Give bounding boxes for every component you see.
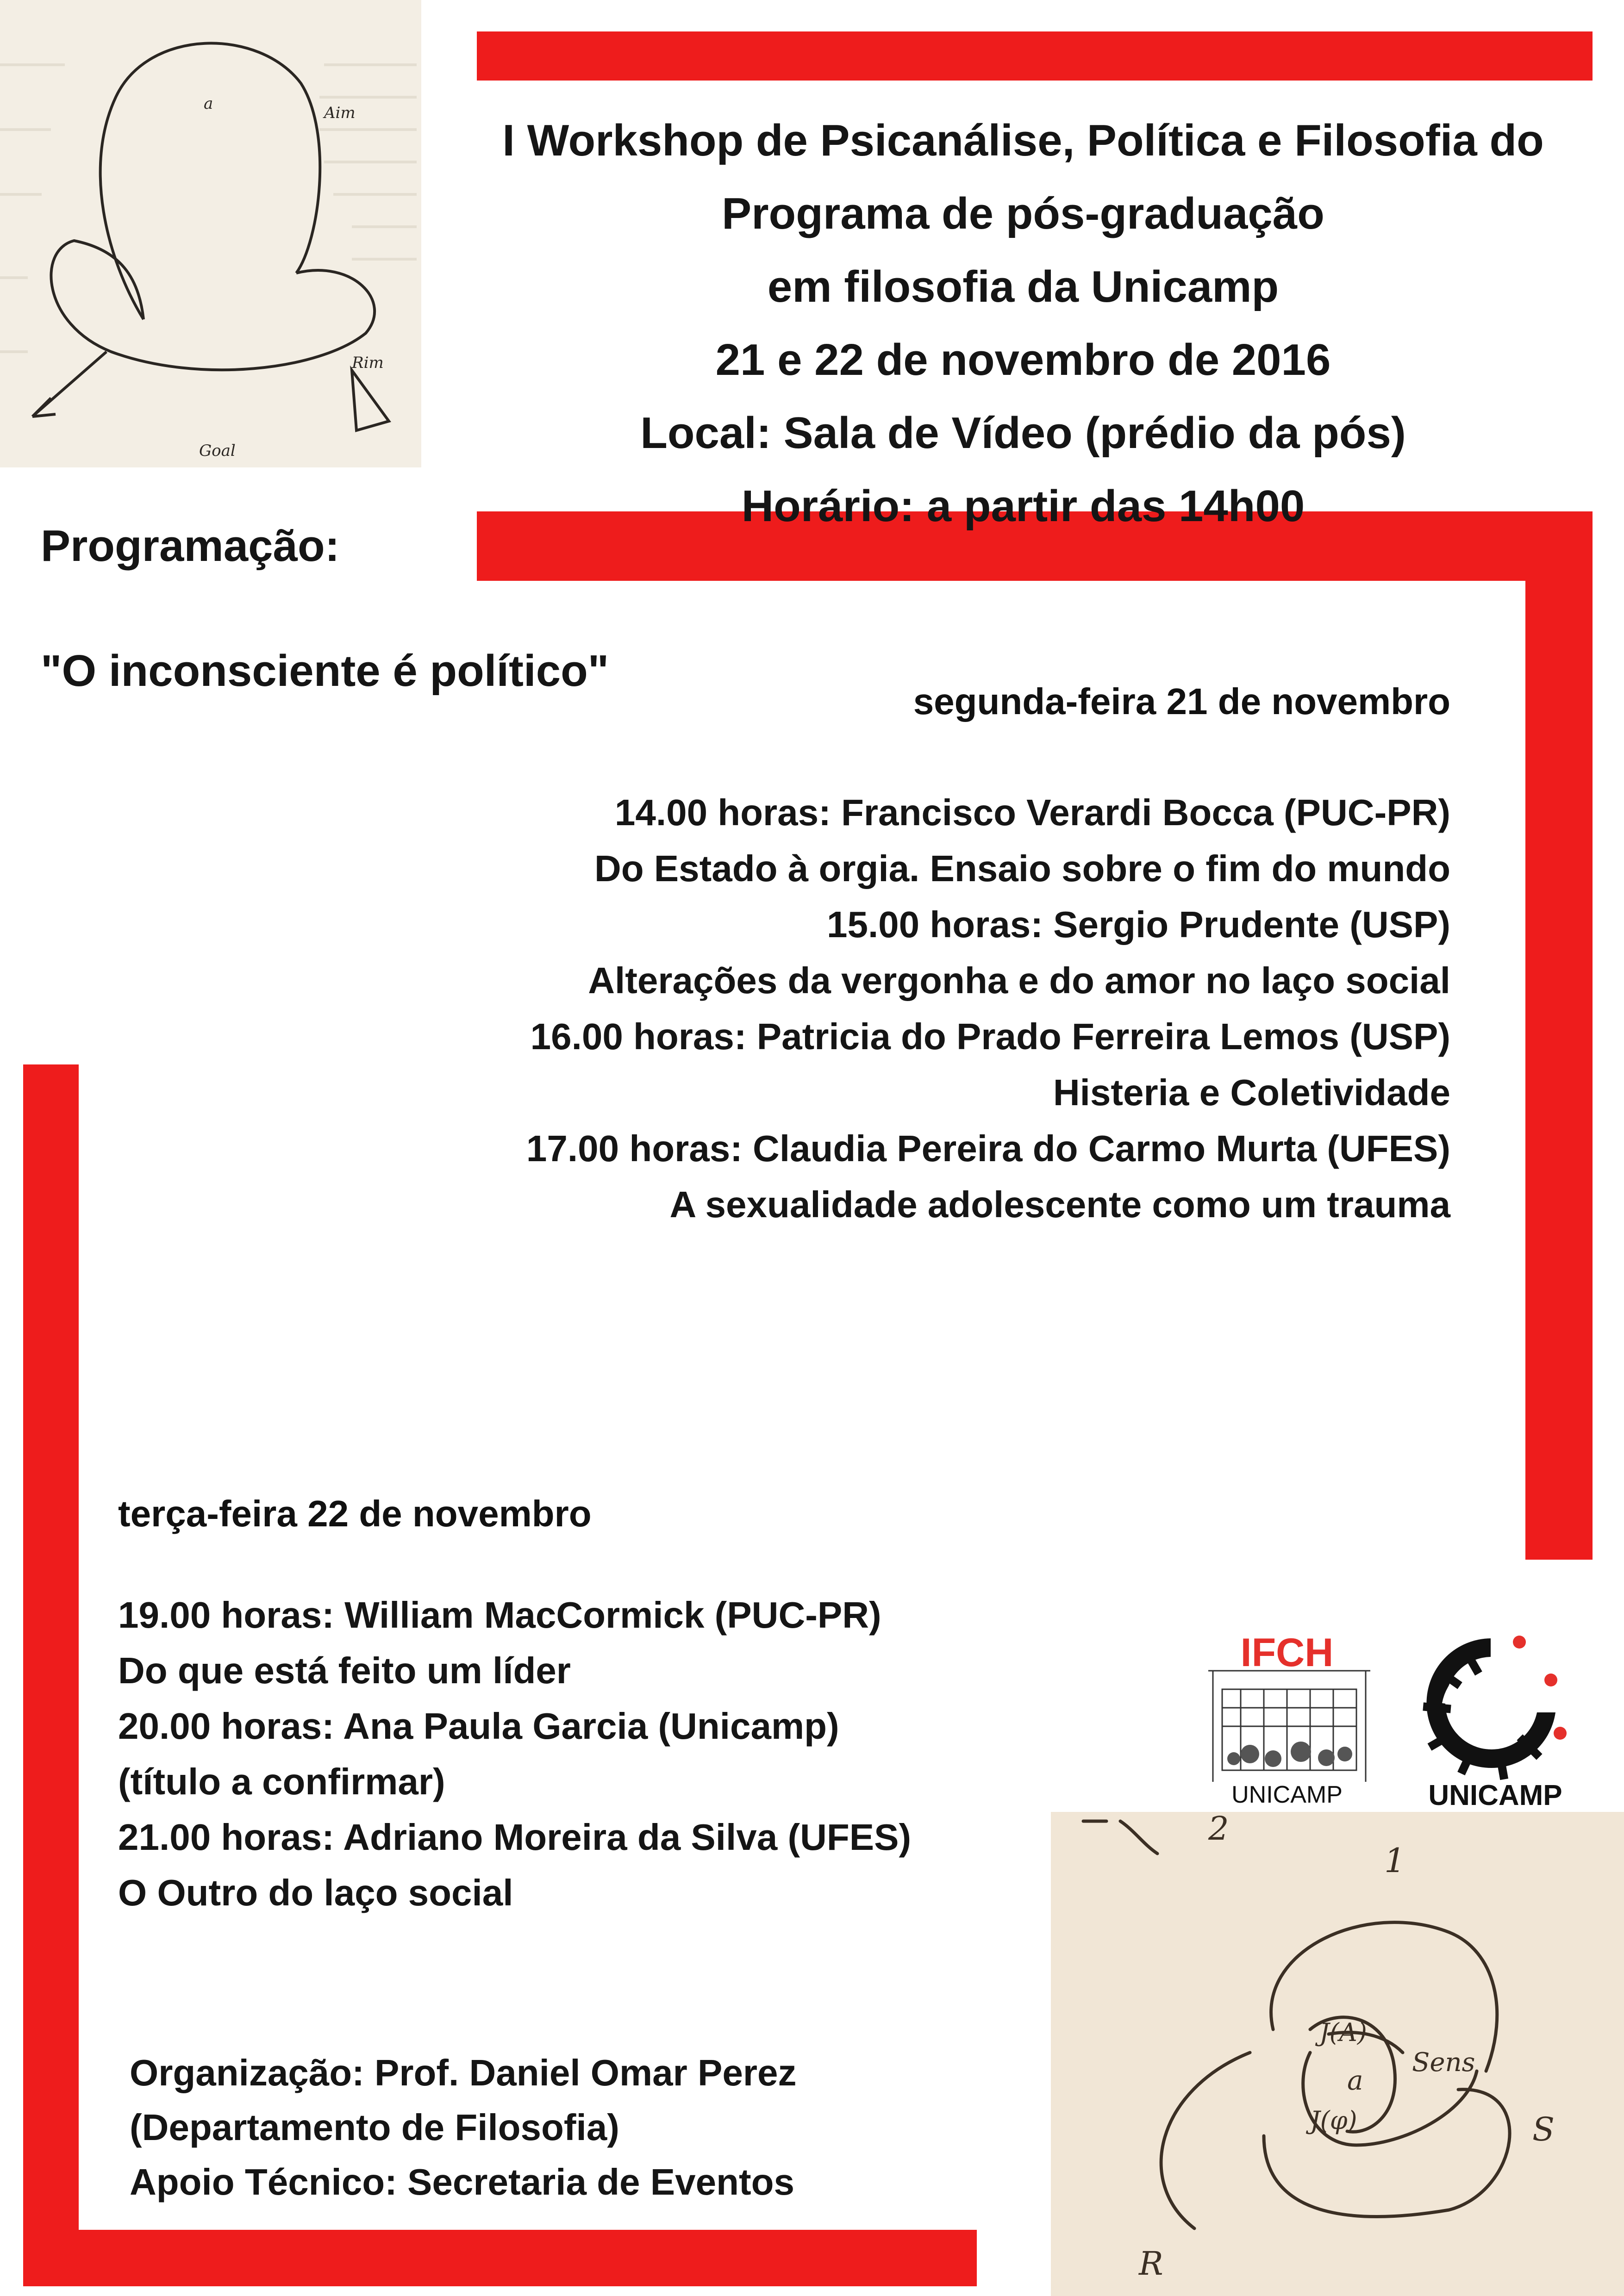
drive-loop-diagram-svg bbox=[0, 0, 421, 467]
tuesday-line-4: (título a confirmar) bbox=[118, 1761, 445, 1802]
tuesday-line-2: Do que está feito um líder bbox=[118, 1650, 571, 1691]
title-line-1: I Workshop de Psicanálise, Política e Filosofia do bbox=[502, 116, 1544, 165]
knot-label-1: 1 bbox=[1384, 1841, 1405, 1880]
diagram-label-goal: Goal bbox=[199, 442, 236, 460]
knot-label-r: R bbox=[1139, 2245, 1163, 2283]
monday-line-1: 14.00 horas: Francisco Verardi Bocca (PUC-PR) bbox=[614, 792, 1450, 833]
monday-line-4: Alterações da vergonha e do amor no laço social bbox=[588, 960, 1450, 1001]
title-line-6: Horário: a partir das 14h00 bbox=[741, 481, 1305, 531]
monday-line-7: 17.00 horas: Claudia Pereira do Carmo Murta (UFES) bbox=[526, 1128, 1450, 1169]
knot-label-s: S bbox=[1532, 2110, 1555, 2148]
organization-block bbox=[130, 2046, 796, 2209]
diagram-label-aim: Aim bbox=[324, 104, 356, 122]
knot-label-jphi: J(φ) bbox=[1310, 2106, 1357, 2135]
ifch-logo-subtext: UNICAMP bbox=[1231, 1781, 1343, 1808]
ifch-logo bbox=[1199, 1624, 1375, 1810]
tuesday-day-label: terça-feira 22 de novembro bbox=[118, 1493, 592, 1534]
ifch-logo-text: IFCH bbox=[1240, 1630, 1334, 1675]
tuesday-line-3: 20.00 horas: Ana Paula Garcia (Unicamp) bbox=[118, 1705, 839, 1747]
left-red-bar-vertical bbox=[23, 1064, 79, 2286]
unicamp-logo-text: UNICAMP bbox=[1428, 1780, 1562, 1811]
unicamp-logo bbox=[1398, 1620, 1593, 1814]
organization-line-2: (Departamento de Filosofia) bbox=[130, 2107, 619, 2148]
knot-label-2: 2 bbox=[1208, 1812, 1229, 1848]
right-red-bar-vertical bbox=[1525, 511, 1593, 1560]
tuesday-line-5: 21.00 horas: Adriano Moreira da Silva (UFES) bbox=[118, 1817, 912, 1858]
organization-line-1: Organização: Prof. Daniel Omar Perez bbox=[130, 2052, 797, 2093]
knot-label-ja: J(A) bbox=[1319, 2018, 1367, 2047]
drive-loop-diagram bbox=[0, 0, 421, 467]
diagram-label-a: a bbox=[204, 94, 213, 113]
monday-day-label: segunda-feira 21 de novembro bbox=[913, 681, 1450, 722]
monday-line-2: Do Estado à orgia. Ensaio sobre o fim do mundo bbox=[594, 848, 1450, 889]
monday-line-3: 15.00 horas: Sergio Prudente (USP) bbox=[826, 904, 1450, 945]
knot-label-sens: Sens bbox=[1412, 2047, 1475, 2078]
unicamp-logo-icon bbox=[1398, 1620, 1593, 1814]
knot-label-a: a bbox=[1347, 2065, 1363, 2096]
diagram-label-rim: Rim bbox=[352, 354, 384, 372]
top-red-bar bbox=[477, 31, 1593, 81]
bottom-red-bar bbox=[23, 2230, 977, 2286]
programacao-heading: Programação: bbox=[41, 521, 340, 571]
monday-line-5: 16.00 horas: Patricia do Prado Ferreira Lemos (USP) bbox=[530, 1016, 1450, 1057]
tuesday-line-6: O Outro do laço social bbox=[118, 1872, 513, 1913]
borromean-knot-sketch-svg bbox=[1051, 1812, 1624, 2296]
borromean-knot-sketch bbox=[1051, 1812, 1624, 2296]
ifch-building-logo-icon bbox=[1199, 1624, 1375, 1810]
monday-line-8: A sexualidade adolescente como um trauma bbox=[669, 1184, 1450, 1225]
tuesday-line-1: 19.00 horas: William MacCormick (PUC-PR) bbox=[118, 1594, 881, 1636]
title-line-3: em filosofia da Unicamp bbox=[767, 262, 1279, 311]
theme-heading: "O inconsciente é político" bbox=[41, 646, 609, 696]
monday-line-6: Histeria e Coletividade bbox=[1053, 1072, 1450, 1113]
title-line-2: Programa de pós-graduação bbox=[722, 189, 1324, 238]
title-line-4: 21 e 22 de novembro de 2016 bbox=[715, 335, 1331, 385]
organization-line-3: Apoio Técnico: Secretaria de Eventos bbox=[130, 2161, 794, 2203]
tuesday-schedule bbox=[118, 1587, 911, 1921]
monday-schedule bbox=[526, 784, 1450, 1232]
event-title-block bbox=[435, 104, 1611, 543]
title-line-5: Local: Sala de Vídeo (prédio da pós) bbox=[640, 408, 1406, 458]
